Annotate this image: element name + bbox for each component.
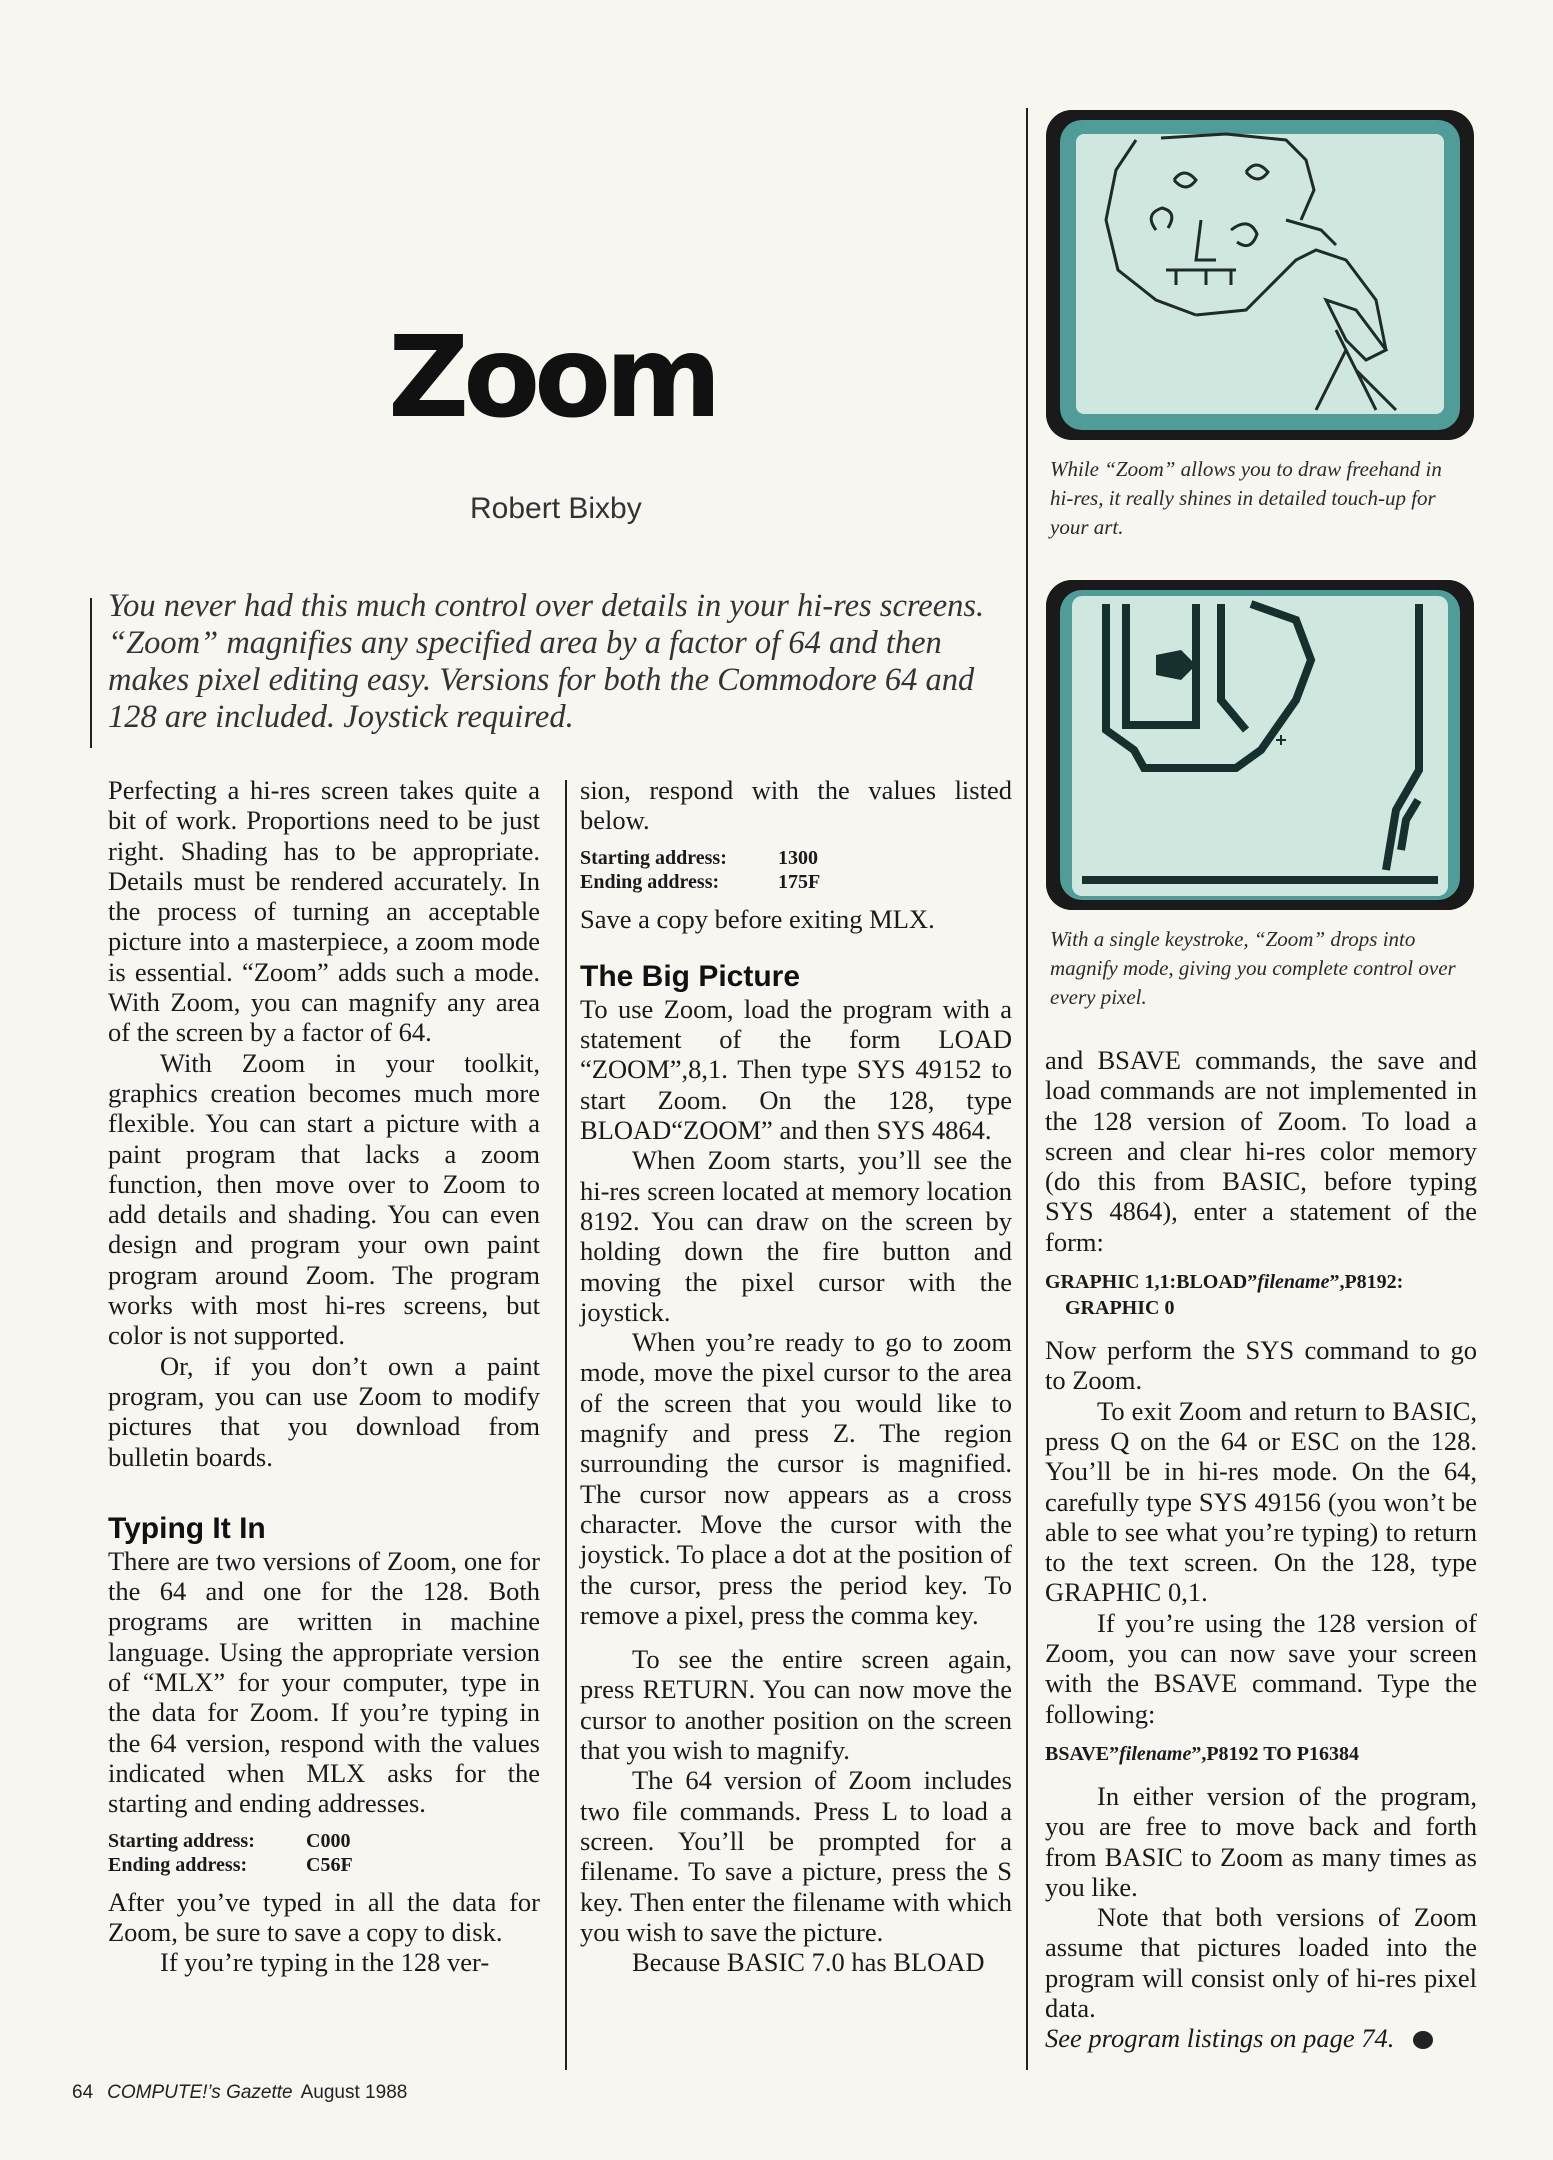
see-listings-text: See program listings on page 74.: [1045, 2023, 1395, 2054]
page-footer: [72, 2082, 572, 2104]
code-text: GRAPHIC 1,1:BLOAD”: [1045, 1271, 1258, 1294]
issue-date: August 1988: [300, 2082, 408, 2103]
article-title: Zoom: [388, 313, 716, 443]
paragraph: To exit Zoom and return to BASIC, press Q on the 64 or ESC on the 128. You’ll be in hi-res mode. On the 64, carefully type SYS 49156 (you won’t be able to see what you’re typing) to return to the text screen. On the 128, type GRAPHIC 0,1.: [1045, 1395, 1477, 1608]
code-text: BSAVE”: [1045, 1742, 1120, 1765]
paragraph: To see the entire screen again, press RETURN. You can now move the cursor to another position on the screen that you wish to magnify.: [580, 1644, 1012, 1766]
address-value: 175F: [778, 870, 821, 893]
column-1: [108, 775, 540, 1977]
paragraph: Perfecting a hi-res screen takes quite a bit of work. Proportions need to be just right. Shading has to be appropriate. Details must be rendered accurately. In the process of turning an acceptable picture into a masterpiece, a zoom mode is essential. “Zoom” adds such a mode. With Zoom, you can magnify any area of the screen by a factor of 64.: [108, 775, 540, 1048]
paragraph: Or, if you don’t own a paint program, you can use Zoom to modify pictures that you download from bulletin boards.: [108, 1350, 540, 1472]
paragraph: The 64 version of Zoom includes two file commands. Press L to load a screen. You’ll be prompted for a filename. To save a picture, press the S key. Then enter the filename with which you wish to save the picture.: [580, 1765, 1012, 1947]
paragraph: When Zoom starts, you’ll see the hi-res screen located at memory location 8192. You can draw on the screen by holding down the fire button and moving the pixel cursor with the joystick.: [580, 1145, 1012, 1327]
paragraph: With Zoom in your toolkit, graphics creation becomes much more flexible. You can start a picture with a paint program that lacks a zoom function, then move over to Zoom to add details and shading. You can even design and program your own paint program around Zoom. The program works with most hi-res screens, but color is not supported.: [108, 1047, 540, 1351]
magnify-mode-screen-image: [1046, 580, 1474, 910]
paragraph: To use Zoom, load the program with a statement of the form LOAD “ZOOM”,8,1. Then type SYS 49152 to start Zoom. On the 128, type BLOAD“ZOOM” and then SYS 4864.: [580, 993, 1012, 1146]
code-text: filename: [1257, 1271, 1330, 1294]
paragraph: If you’re using the 128 version of Zoom, you can now save your screen with the BSAVE command. Type the following:: [1045, 1607, 1477, 1729]
figure-1-caption: While “Zoom” allows you to draw freehand in hi-res, it really shines in detailed touch-up for your art.: [1050, 457, 1442, 539]
figure-2-caption: With a single keystroke, “Zoom” drops into magnify mode, giving you complete control over every pixel.: [1050, 927, 1456, 1009]
column-rule-1: [565, 780, 567, 2070]
hires-drawing-screen-image: [1046, 110, 1474, 440]
paragraph: and BSAVE commands, the save and load commands are not implemented in the 128 version of Zoom. To load a screen and clear hi-res color memory (do this from BASIC, before typing SYS 4864), enter a statement of the form:: [1045, 1045, 1477, 1257]
intro-left-rule: [90, 598, 92, 748]
code-text: filename: [1119, 1742, 1192, 1765]
address-block: [580, 846, 1012, 894]
address-label: Starting address:: [108, 1829, 255, 1852]
paragraph: Save a copy before exiting MLX.: [580, 903, 935, 934]
subhead-big-picture: The Big Picture: [580, 959, 801, 993]
paragraph: After you’ve typed in all the data for Zoom, be sure to save a copy to disk.: [108, 1886, 540, 1947]
address-label: Ending address:: [108, 1853, 248, 1876]
paragraph: Because BASIC 7.0 has BLOAD: [632, 1947, 985, 1978]
code-listing: [1045, 1269, 1477, 1321]
paragraph: There are two versions of Zoom, one for the 64 and one for the 128. Both programs are written in machine language. Using the appropriate version of “MLX” for your computer, type in the data for Zoom. If you’re typing in the 64 version, respond with the values indicated when MLX asks for the starting and ending addresses.: [108, 1545, 540, 1819]
address-label: Starting address:: [580, 846, 727, 869]
paragraph: When you’re ready to go to zoom mode, move the pixel cursor to the area of the screen that you would like to magnify and press Z. The region surrounding the cursor is magnified. The cursor now appears as a cross character. Move the cursor with the joystick. To place a dot at the position of the cursor, press the period key. To remove a pixel, press the comma key.: [580, 1327, 1012, 1630]
end-mark-icon: [1413, 2031, 1433, 2049]
paragraph: Now perform the SYS command to go to Zoom.: [1045, 1335, 1477, 1396]
magazine-name: COMPUTE!’s Gazette: [107, 2082, 293, 2103]
figure-2-screen: [1046, 580, 1474, 910]
paragraph: sion, respond with the values listed below.: [580, 775, 1012, 836]
code-text: GRAPHIC 0: [1065, 1297, 1175, 1320]
article-intro: You never had this much control over details in your hi-res screens. “Zoom” magnifies any specified area by a factor of 64 and then makes pixel editing easy. Versions for both the Commodore 64 and 128 are included. Joystick required.: [108, 588, 985, 735]
paragraph: If you’re typing in the 128 ver-: [160, 1947, 490, 1978]
column-rule-2: [1026, 108, 1028, 2070]
author-byline: Robert Bixby: [470, 492, 642, 525]
address-value: C56F: [306, 1853, 353, 1876]
address-block: [108, 1829, 540, 1877]
subhead-typing-it-in: Typing It In: [108, 1511, 266, 1545]
see-listings-note: [1045, 2023, 1477, 2053]
code-text: ”,P8192 TO P16384: [1191, 1742, 1359, 1765]
paragraph: In either version of the program, you are free to move back and forth from BASIC to Zoom as many times as you like.: [1045, 1780, 1477, 1902]
address-label: Ending address:: [580, 870, 720, 893]
column-2: [580, 775, 1012, 1977]
column-3: [1045, 1045, 1477, 2054]
code-text: ”,P8192:: [1329, 1271, 1404, 1294]
code-listing: [1045, 1741, 1477, 1767]
paragraph: Note that both versions of Zoom assume that pictures loaded into the program will consist only of hi-res pixel data.: [1045, 1902, 1477, 2024]
address-value: 1300: [778, 846, 818, 869]
figure-1-screen: [1046, 110, 1474, 440]
address-value: C000: [306, 1829, 351, 1852]
page-number: 64: [72, 2082, 94, 2103]
